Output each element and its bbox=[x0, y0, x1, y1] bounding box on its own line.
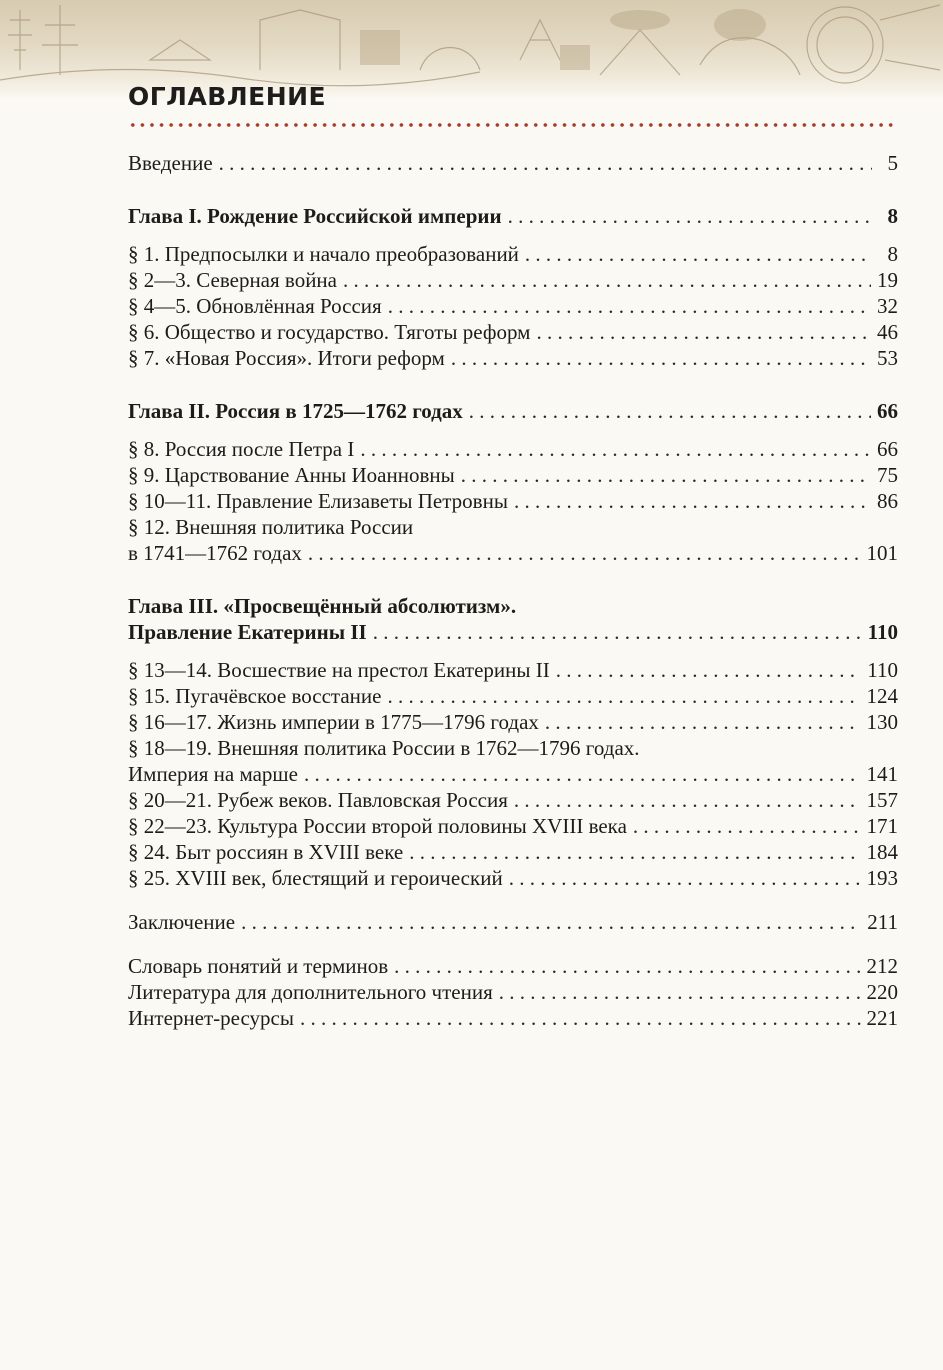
toc-entry[interactable] bbox=[128, 839, 898, 865]
toc-entry-title: Литература для дополнительного чтения bbox=[128, 980, 493, 1004]
toc-entry-conclusion[interactable] bbox=[128, 909, 898, 935]
toc-page-number: 66 bbox=[877, 399, 898, 423]
toc-page-number: 86 bbox=[877, 489, 898, 513]
toc-entry-title: § 25. XVIII век, блестящий и героический bbox=[128, 866, 503, 890]
toc-entry-first-line[interactable]: § 18—19. Внешняя политика России в 1762—1796 годах. bbox=[128, 736, 640, 760]
toc-entry[interactable] bbox=[128, 787, 898, 813]
toc-entry-title: Империя на марше bbox=[128, 762, 298, 786]
toc-entry[interactable] bbox=[128, 657, 898, 683]
toc-entry[interactable] bbox=[128, 488, 898, 514]
toc-entry-title: § 1. Предпосылки и начало преобразований bbox=[128, 242, 519, 266]
toc-chapter-3-heading-line1[interactable]: Глава III. «Просвещённый абсолютизм». bbox=[128, 594, 517, 618]
toc-page-number: 130 bbox=[866, 710, 898, 734]
toc-entry[interactable] bbox=[128, 345, 898, 371]
toc-entry[interactable] bbox=[128, 709, 898, 735]
toc-entry-first-line[interactable]: § 12. Внешняя политика России bbox=[128, 515, 414, 539]
toc-entry-title: § 4—5. Обновлённая Россия bbox=[128, 294, 382, 318]
toc-entry-title: § 20—21. Рубеж веков. Павловская Россия bbox=[128, 788, 508, 812]
dotted-divider bbox=[128, 122, 898, 128]
toc-entry-intro[interactable] bbox=[128, 150, 898, 176]
dot-leader bbox=[525, 241, 872, 267]
dot-leader bbox=[304, 761, 861, 787]
dot-leader bbox=[633, 813, 861, 839]
toc-entry-title: § 8. Россия после Петра I bbox=[128, 437, 355, 461]
toc-chapter-2-heading[interactable] bbox=[128, 398, 898, 424]
toc-entry-title: § 16—17. Жизнь империи в 1775—1796 годах bbox=[128, 710, 539, 734]
toc-entry-title: Словарь понятий и терминов bbox=[128, 954, 389, 978]
dot-leader bbox=[514, 787, 861, 813]
toc-entry[interactable] bbox=[128, 865, 898, 891]
toc-entry[interactable] bbox=[128, 436, 898, 462]
toc-entry-title: § 10—11. Правление Елизаветы Петровны bbox=[128, 489, 508, 513]
toc-page-number: 32 bbox=[877, 294, 898, 318]
table-of-contents bbox=[128, 150, 898, 1031]
toc-page-number: 184 bbox=[866, 840, 898, 864]
dot-leader bbox=[461, 462, 871, 488]
toc-entry-further-reading[interactable] bbox=[128, 979, 898, 1005]
toc-page-number: 157 bbox=[866, 788, 898, 812]
dot-leader bbox=[394, 953, 860, 979]
dot-leader bbox=[387, 683, 860, 709]
toc-entry-title: § 22—23. Культура России второй половины XVIII века bbox=[128, 814, 627, 838]
toc-entry-title: в 1741—1762 годах bbox=[128, 541, 302, 565]
dot-leader bbox=[556, 657, 862, 683]
toc-page-number: 212 bbox=[866, 954, 898, 978]
toc-page-number: 8 bbox=[887, 204, 898, 228]
toc-entry[interactable] bbox=[128, 267, 898, 293]
toc-entry-title: § 6. Общество и государство. Тяготы реформ bbox=[128, 320, 531, 344]
toc-entry-title: § 7. «Новая Россия». Итоги реформ bbox=[128, 346, 445, 370]
dot-leader bbox=[360, 436, 871, 462]
toc-page-number: 75 bbox=[877, 463, 898, 487]
toc-page-number: 110 bbox=[867, 658, 898, 682]
toc-entry-title: Заключение bbox=[128, 910, 236, 934]
dot-leader bbox=[300, 1005, 861, 1031]
toc-entry-internet-resources[interactable] bbox=[128, 1005, 898, 1031]
toc-page-number: 141 bbox=[866, 762, 898, 786]
chapter-title: Правление Екатерины II bbox=[128, 620, 367, 644]
toc-page-number: 124 bbox=[866, 684, 898, 708]
toc-entry[interactable] bbox=[128, 319, 898, 345]
toc-entry-title: Интернет-ресурсы bbox=[128, 1006, 294, 1030]
toc-entry[interactable] bbox=[128, 683, 898, 709]
toc-page-number: 221 bbox=[866, 1006, 898, 1030]
dot-leader bbox=[219, 150, 872, 176]
toc-page-number: 8 bbox=[887, 242, 898, 266]
toc-entry-title: § 2—3. Северная война bbox=[128, 268, 337, 292]
toc-entry-title: § 13—14. Восшествие на престол Екатерины II bbox=[128, 658, 550, 682]
toc-entry[interactable] bbox=[128, 462, 898, 488]
toc-page-number: 53 bbox=[877, 346, 898, 370]
dot-leader bbox=[308, 540, 861, 566]
toc-chapter-1-heading[interactable] bbox=[128, 203, 898, 229]
dot-leader bbox=[509, 865, 861, 891]
page-title: ОГЛАВЛЕНИЕ bbox=[128, 82, 327, 111]
toc-entry[interactable] bbox=[128, 813, 898, 839]
dot-leader bbox=[343, 267, 871, 293]
dot-leader bbox=[536, 319, 871, 345]
toc-entry-title: § 15. Пугачёвское восстание bbox=[128, 684, 382, 708]
dot-leader bbox=[409, 839, 860, 865]
dot-leader bbox=[451, 345, 871, 371]
toc-entry-title: § 24. Быт россиян в XVIII веке bbox=[128, 840, 404, 864]
dot-leader bbox=[373, 619, 862, 645]
toc-page-number: 19 bbox=[877, 268, 898, 292]
dot-leader bbox=[469, 398, 871, 424]
dot-leader bbox=[388, 293, 871, 319]
toc-entry-glossary[interactable] bbox=[128, 953, 898, 979]
toc-entry[interactable] bbox=[128, 540, 898, 566]
toc-page-number: 193 bbox=[866, 866, 898, 890]
chapter-title: Глава I. Рождение Российской империи bbox=[128, 204, 502, 228]
toc-page-number: 110 bbox=[867, 620, 898, 644]
dot-leader bbox=[241, 909, 861, 935]
toc-entry-title: § 9. Царствование Анны Иоанновны bbox=[128, 463, 455, 487]
toc-page-number: 46 bbox=[877, 320, 898, 344]
dot-leader bbox=[545, 709, 861, 735]
dot-leader bbox=[499, 979, 861, 1005]
toc-page-number: 5 bbox=[887, 151, 898, 175]
toc-entry[interactable] bbox=[128, 761, 898, 787]
toc-page-number: 171 bbox=[866, 814, 898, 838]
toc-entry[interactable] bbox=[128, 241, 898, 267]
toc-page-number: 101 bbox=[866, 541, 898, 565]
toc-entry[interactable] bbox=[128, 293, 898, 319]
toc-page-number: 211 bbox=[867, 910, 898, 934]
dot-leader bbox=[508, 203, 872, 229]
chapter-title: Глава II. Россия в 1725—1762 годах bbox=[128, 399, 463, 423]
toc-chapter-3-heading[interactable] bbox=[128, 619, 898, 645]
toc-page-number: 66 bbox=[877, 437, 898, 461]
toc-entry-title: Введение bbox=[128, 151, 213, 175]
dot-leader bbox=[514, 488, 871, 514]
toc-page-number: 220 bbox=[866, 980, 898, 1004]
